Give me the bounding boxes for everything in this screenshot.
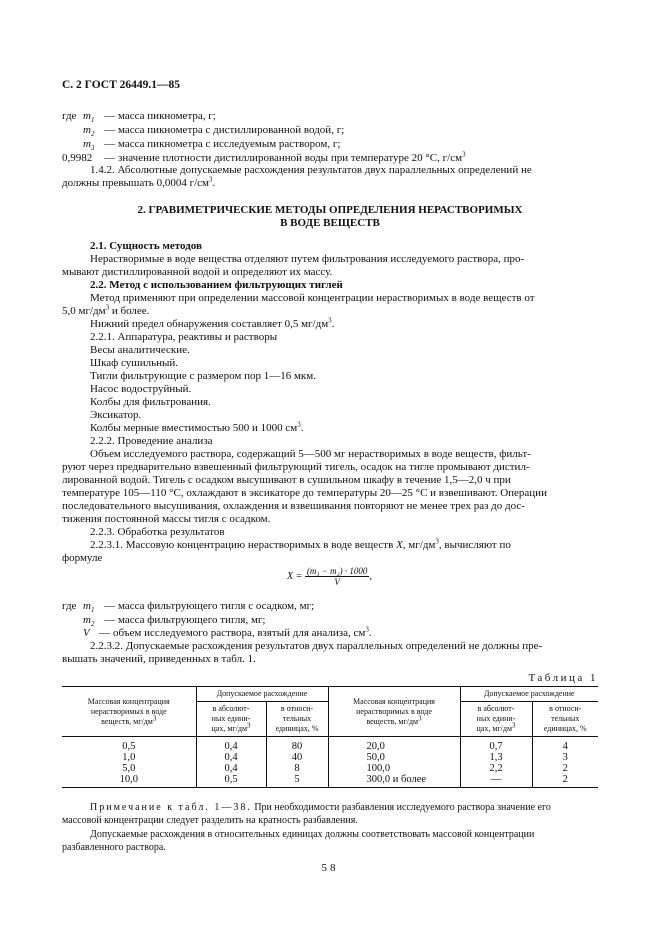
table-cell: 50,0	[328, 752, 460, 763]
para-2-2-line1: Метод применяют при определении массовой концентрации нерастворимых в воде веществ от	[90, 292, 535, 304]
heading-2-2-1: 2.2.1. Аппаратура, реактивы и растворы	[90, 331, 278, 343]
para-2-2-3-2-line2: вышать значений, приведенных в табл. 1.	[62, 653, 256, 665]
table-cell: 0,5	[196, 774, 266, 788]
table-cell: 0,4	[196, 752, 266, 763]
var-m1: $m_1$	[83, 110, 95, 125]
dash: —	[104, 152, 115, 164]
heading-2-1: 2.1. Сущность методов	[90, 240, 202, 252]
para-2-1-line1: Нерастворимые в воде вещества отделяют путем фильтрования исследуемого раствора, про-	[90, 253, 525, 265]
table-cell: 40	[266, 752, 328, 763]
col-header-relative: в относи- тельных единицах, %	[266, 702, 328, 737]
var-m1: $m_1$	[83, 600, 95, 615]
equipment-item: Насос водоструйный.	[90, 383, 192, 395]
table-cell: 5	[266, 774, 328, 788]
dash: —	[104, 614, 115, 626]
table-cell: 5,0	[62, 763, 196, 774]
table-note-line4: разбавленного раствора.	[62, 842, 166, 853]
analysis-line: температуре 105—110 °С, охлаждают в эксикаторе до температуры 20—25 °С и взвешивают. Операции	[62, 487, 547, 499]
heading-2-2-3: 2.2.3. Обработка результатов	[90, 526, 225, 538]
table-cell: 10,0	[62, 774, 196, 788]
table-cell: 2,2	[460, 763, 532, 774]
dash: —	[104, 124, 115, 136]
analysis-line: лированной водой. Тигель с осадком высушивают в сушильном шкафу в течение 1,5—2,0 ч при	[62, 474, 511, 486]
def-text: значение плотности дистиллированной воды при температуре 20 °С, $г/см^3$	[118, 150, 466, 164]
table-row	[62, 763, 598, 774]
dash: —	[99, 627, 110, 639]
where-word: где	[62, 110, 77, 122]
col-header-concentration: Массовая концентрация нерастворимых в воде веществ, $мг/дм^3$	[328, 687, 460, 737]
equipment-item: Весы аналитические.	[90, 344, 190, 356]
formula-lhs: X =	[287, 570, 303, 582]
table-caption: Таблица 1	[528, 672, 598, 684]
dash: —	[104, 110, 115, 122]
def-text: масса пикнометра с дистиллированной водой, г;	[118, 124, 345, 136]
table-cell: 0,5	[62, 737, 196, 753]
table-cell: 300,0 и более	[328, 774, 460, 788]
para-2-1-line2: мывают дистиллированной водой и определяют их массу.	[62, 266, 333, 278]
def-text: масса пикнометра с исследуемым раствором, г;	[118, 138, 341, 150]
def-text: масса фильтрующего тигля с осадком, мг;	[118, 600, 315, 612]
analysis-line: тижения постоянной массы тигля с осадком.	[62, 513, 271, 525]
table-note-line3: Допускаемые расхождения в относительных единицах должны соответствовать массовой концентрации	[90, 829, 535, 840]
table-note-line2: массовой концентрации следует разделить на кратность разбавления.	[62, 815, 358, 826]
table-cell: —	[460, 774, 532, 788]
equipment-item: Эксикатор.	[90, 409, 142, 421]
col-header-concentration: Массовая концентрация нерастворимых в воде веществ, $мг/дм^3$	[62, 687, 196, 737]
para-2-2-3-1-line2: формуле	[62, 552, 103, 564]
var-v: V	[83, 627, 90, 639]
table-row	[62, 737, 598, 753]
table-cell: 20,0	[328, 737, 460, 753]
table-cell: 2	[562, 774, 568, 785]
where-word: где	[62, 600, 77, 612]
para-1-4-2-line1: 1.4.2. Абсолютные допускаемые расхождения результатов двух параллельных определений не	[90, 164, 532, 176]
col-header-allowed: Допускаемое расхождение	[196, 687, 328, 702]
equipment-item: Колбы мерные вместимостью 500 и 1000 $см^3$.	[90, 420, 304, 434]
formula-numerator: (m₁ − m₂) · 1000	[306, 566, 368, 576]
table-cell: 0,4	[196, 737, 266, 753]
equipment-item: Тигли фильтрующие с размером пор 1—16 мкм.	[90, 370, 316, 382]
def-text: объем исследуемого раствора, взятый для анализа, $см^3$.	[113, 625, 372, 639]
col-header-allowed: Допускаемое расхождение	[460, 687, 598, 702]
col-header-absolute: в абсолют- ных едини- цах, $мг/дм^3$	[196, 702, 266, 737]
section-title-line1: 2. ГРАВИМЕТРИЧЕСКИЕ МЕТОДЫ ОПРЕДЕЛЕНИЯ НЕРАСТВОРИМЫХ	[137, 204, 523, 216]
analysis-line: последовательного высушивания, охлаждения и взвешивания повторяют не менее трех раз до дос-	[62, 500, 525, 512]
var-m2: $m_2$	[83, 124, 95, 139]
dash: —	[104, 138, 115, 150]
para-2-2-line2: 5,0 $мг/дм^3$ и более.	[62, 303, 150, 317]
table-cell: 0,7	[460, 737, 532, 753]
table-cell: 1,0	[62, 752, 196, 763]
table-row	[62, 752, 598, 763]
table-cell: 3	[562, 752, 568, 763]
formula-denominator: V	[334, 577, 340, 587]
var-m2: $m_2$	[83, 614, 95, 629]
analysis-line: руют через предварительно взвешенный фильтрующий тигель, осадок на тигле промывают дистил-	[62, 461, 530, 473]
para-2-2-3-2-line1: 2.2.3.2. Допускаемые расхождения результатов двух параллельных определений не должны пре-	[90, 640, 543, 652]
analysis-line: Объем исследуемого раствора, содержащий 5—500 мг нерастворимых в воде веществ, фильт-	[90, 448, 531, 460]
equipment-item: Колбы для фильтрования.	[90, 396, 211, 408]
table-cell: 4	[562, 741, 568, 752]
para-2-2-3-1-line1: 2.2.3.1. Массовую концентрацию нерастворимых в воде веществ X, $мг/дм^3$, вычисляют по	[90, 537, 511, 551]
section-title-line2: В ВОДЕ ВЕЩЕСТВ	[280, 217, 380, 229]
def-text: масса пикнометра, г;	[118, 110, 216, 122]
heading-2-2: 2.2. Метод с использованием фильтрующих тиглей	[90, 279, 343, 291]
table-note-line1: Примечание к табл. 1—38. При необходимости разбавления исследуемого раствора значение его	[90, 802, 551, 813]
table-cell: 0,4	[196, 763, 266, 774]
col-header-absolute: в абсолют- ных едини- цах, $мг/дм^3$	[460, 702, 532, 737]
table-row	[62, 774, 598, 788]
para-1-4-2-line2: должны превышать 0,0004 $г/см^3$.	[62, 175, 216, 189]
table-cell: 100,0	[328, 763, 460, 774]
equipment-item: Шкаф сушильный.	[90, 357, 179, 369]
heading-2-2-2: 2.2.2. Проведение анализа	[90, 435, 213, 447]
density-value: 0,9982	[62, 152, 93, 164]
tolerance-table	[62, 686, 598, 788]
col-header-relative: в относи- тельных единицах, %	[532, 702, 598, 737]
table-cell: 8	[266, 763, 328, 774]
def-text: масса фильтрующего тигля, мг;	[118, 614, 266, 626]
table-cell: 2	[562, 763, 568, 774]
page-number: 58	[321, 862, 339, 874]
var-m3: $m_3$	[83, 138, 95, 153]
detection-limit: Нижний предел обнаружения составляет 0,5 $мг/дм^3$.	[90, 316, 335, 330]
formula	[287, 566, 372, 587]
formula-fraction	[305, 566, 370, 587]
dash: —	[104, 600, 115, 612]
table-cell: 80	[266, 737, 328, 753]
table-cell: 1,3	[460, 752, 532, 763]
formula-comma: ,	[369, 570, 372, 582]
running-header: С. 2 ГОСТ 26449.1—85	[62, 79, 181, 91]
